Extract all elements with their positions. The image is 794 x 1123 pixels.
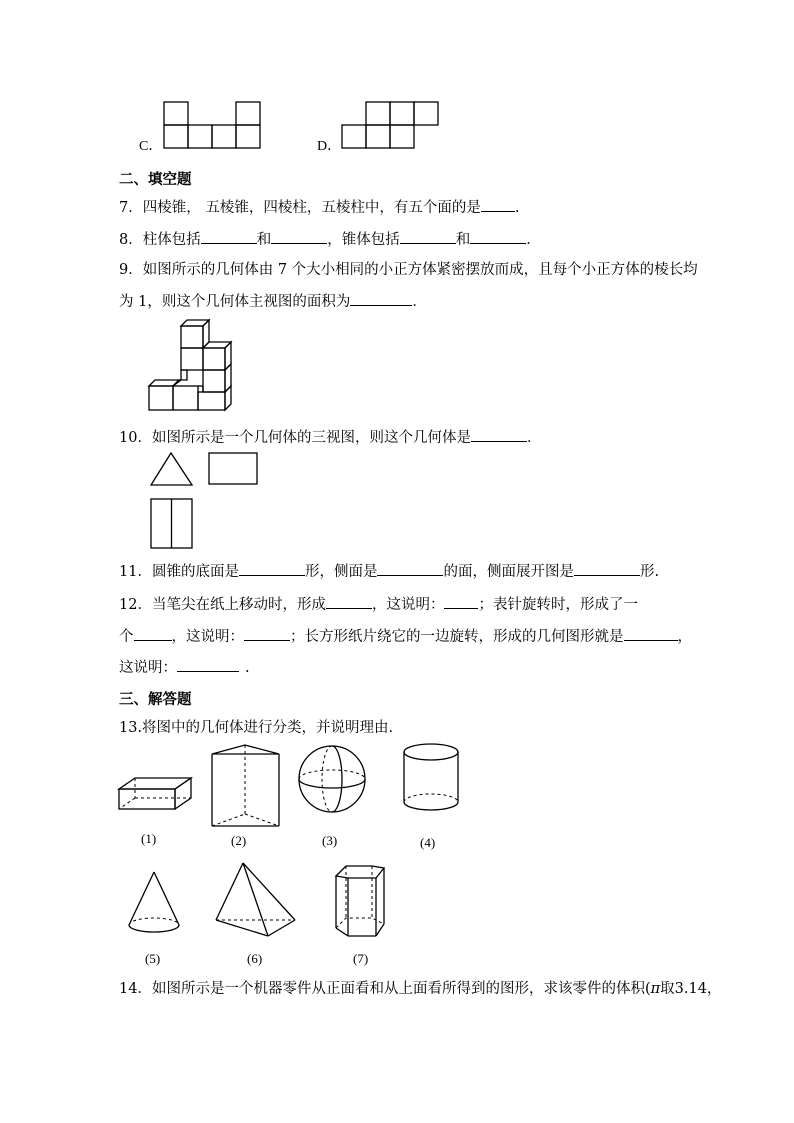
question-8: [119, 229, 541, 249]
hexagonal-prism-shape: [332, 862, 392, 942]
q10-blank[interactable]: [471, 427, 527, 442]
q11-part4: 形.: [639, 564, 660, 580]
shape-caption-6: (6): [247, 951, 263, 966]
q8-part3: ，锥体包括: [327, 232, 400, 248]
q12-b4: ，: [677, 629, 692, 645]
q10-end: ．: [526, 430, 542, 446]
q7-blank[interactable]: [481, 197, 515, 212]
q7-end: .: [514, 200, 520, 216]
question-11: [119, 561, 659, 581]
question-12-line-3: [119, 657, 250, 677]
q11-part2: 形，侧面是: [304, 564, 378, 580]
q8-part2: 和: [256, 232, 272, 248]
question-13: 13.将图中的几何体进行分类，并说明理由．: [119, 720, 404, 736]
q8-part5: ．: [526, 232, 541, 248]
question-14: [119, 980, 721, 998]
q9-blank[interactable]: [350, 291, 412, 306]
q14-pi-symbol: π: [650, 981, 661, 997]
three-view-rectangle: [208, 451, 260, 487]
shape-caption-5: (5): [145, 951, 161, 966]
three-view-split-rectangle: [149, 498, 195, 550]
q10-text: 10．如图所示是一个几何体的三视图，则这个几何体是: [119, 430, 471, 446]
q9-end: ．: [412, 294, 427, 310]
q12-b2: ，这说明：: [171, 629, 244, 645]
question-9-line-2: [119, 291, 427, 311]
cuboid-shape: [117, 776, 195, 816]
question-9-line-1: 9．如图所示的几何体由 7 个大小相同的小正方体紧密摆放而成，且每个小正方体的棱长均: [119, 262, 698, 278]
q12-a1: 12．当笔尖在纸上移动时，形成: [119, 597, 326, 613]
q12-c2: .: [245, 660, 250, 676]
q11-part3: 的面，侧面展开图是: [443, 564, 574, 580]
shape-caption-3: (3): [322, 833, 338, 848]
q8-part1: 8．柱体包括: [119, 232, 201, 248]
pyramid-shape: [213, 860, 299, 942]
q11-blank-3[interactable]: [574, 561, 640, 576]
q14-tail: 取3.14，: [660, 981, 722, 997]
option-d-net-figure: [341, 100, 441, 150]
q8-part4: 和: [455, 232, 471, 248]
option-d-label: D．: [317, 139, 342, 154]
q8-blank-1[interactable]: [201, 229, 257, 244]
q12-a3: ；表针旋转时，形成了一: [478, 597, 638, 613]
three-view-triangle: [149, 451, 195, 487]
shape-caption-7: (7): [353, 951, 369, 966]
q11-part1: 11．圆锥的底面是: [119, 564, 239, 580]
shape-caption-4: (4): [420, 835, 436, 850]
q7-text: 7．四棱锥， 五棱锥，四棱柱，五棱柱中，有五个面的是: [119, 200, 481, 216]
question-12-line-1: [119, 594, 638, 614]
question-10: [119, 427, 541, 447]
option-c-net-figure: [162, 100, 262, 150]
triangular-prism-shape: [209, 742, 283, 832]
question-7: [119, 197, 519, 217]
q11-blank-2[interactable]: [377, 561, 443, 576]
q8-blank-2[interactable]: [271, 229, 327, 244]
q12-blank-2[interactable]: [444, 594, 478, 609]
section-heading-fill-in: 二、填空题: [119, 171, 192, 188]
q12-blank-6[interactable]: [177, 657, 239, 672]
sphere-shape: [297, 744, 369, 816]
q8-blank-3[interactable]: [400, 229, 456, 244]
cone-shape: [127, 870, 183, 938]
q8-blank-4[interactable]: [470, 229, 526, 244]
cylinder-shape: [401, 742, 463, 814]
q12-c1: 这说明：: [119, 660, 177, 676]
q12-b1: 个: [119, 629, 134, 645]
q9-text: 为 1，则这个几何体主视图的面积为: [119, 294, 351, 310]
q11-blank-1[interactable]: [239, 561, 305, 576]
shape-caption-2: (2): [231, 833, 247, 848]
option-c-label: C．: [139, 139, 163, 154]
q14-text: 14．如图所示是一个机器零件从正面看和从上面看所得到的图形，求该零件的体积(: [119, 981, 651, 997]
cube-stack-figure: [146, 316, 246, 416]
q12-blank-3[interactable]: [134, 626, 172, 641]
q12-a2: ，这说明：: [371, 597, 445, 613]
section-heading-solve: 三、解答题: [119, 691, 192, 708]
question-12-line-2: [119, 626, 692, 646]
q12-blank-1[interactable]: [326, 594, 372, 609]
q12-blank-4[interactable]: [244, 626, 290, 641]
q12-b3: ；长方形纸片绕它的一边旋转，形成的几何图形就是: [290, 629, 624, 645]
shape-caption-1: (1): [141, 831, 157, 846]
q12-blank-5[interactable]: [624, 626, 678, 641]
